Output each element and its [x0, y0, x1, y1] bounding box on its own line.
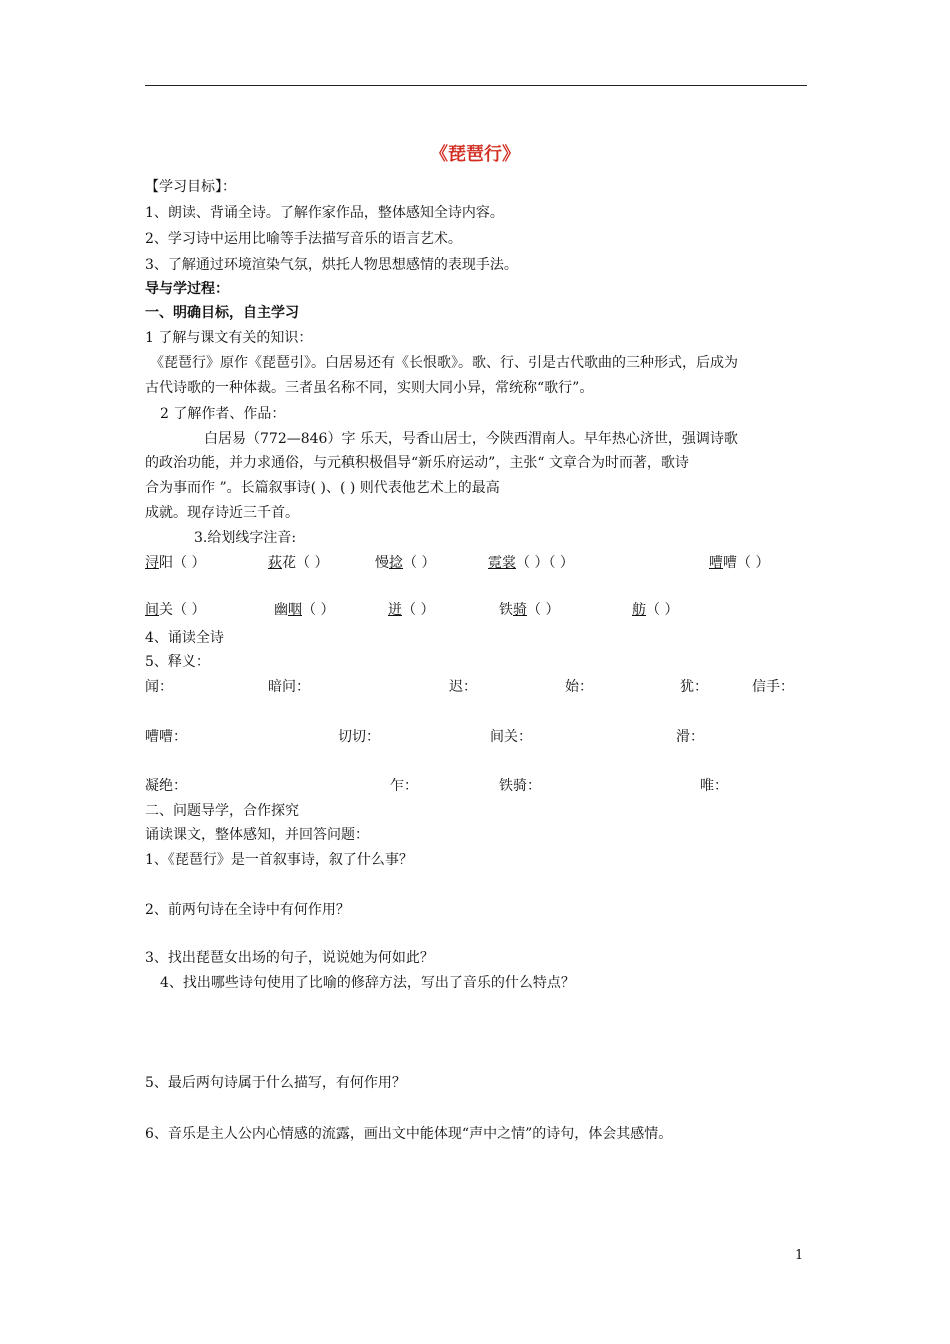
knowledge-2-text-3: 合为事而作 ”。长篇叙事诗( )、( ) 则代表他艺术上的最高 [145, 480, 500, 496]
pinyin-item: 间关（ ） [145, 602, 206, 618]
pinyin-item: 霓裳（ ）（ ） [488, 555, 574, 571]
knowledge-2-text-2: 的政治功能，并力求通俗，与元稹积极倡导“新乐府运动”，主张“ 文章合为时而著，歌诗 [145, 455, 689, 471]
definitions-label: 5、释义： [145, 654, 210, 670]
knowledge-2-text-1: 白居易（772—846）字 乐天，号香山居士，今陕西渭南人。早年热心济世，强调诗歌 [204, 431, 738, 447]
pinyin-item: 浔阳（ ） [145, 555, 206, 571]
recite-task: 4、诵读全诗 [145, 630, 224, 646]
definition-term: 滑： [676, 729, 704, 745]
definition-term: 间关： [490, 729, 532, 745]
goals-heading: 【学习目标】： [145, 179, 236, 195]
definition-term: 切切： [338, 729, 380, 745]
knowledge-2-text-4: 成就。现存诗近三千首。 [145, 505, 299, 521]
pinyin-item: 慢捻（ ） [375, 555, 436, 571]
knowledge-1-text-2: 古代诗歌的一种体裁。三者虽名称不同，实则大同小异，常统称“歌行”。 [145, 380, 594, 396]
question-3: 3、找出琵琶女出场的句子，说说她为何如此？ [145, 950, 434, 966]
definition-term: 始： [565, 679, 593, 695]
definition-term: 唯： [700, 778, 728, 794]
knowledge-2-label: 2 了解作者、作品： [160, 406, 286, 422]
definition-term: 犹： [680, 679, 708, 695]
definition-term: 闻： [145, 679, 173, 695]
pinyin-task-label: 3.给划线字注音: [194, 530, 297, 546]
question-2: 2、前两句诗在全诗中有何作用？ [145, 902, 350, 918]
pinyin-item: 迸（ ） [388, 602, 435, 618]
question-4: 4、找出哪些诗句使用了比喻的修辞方法，写出了音乐的什么特点？ [160, 975, 575, 991]
question-1: 1、《琵琶行》是一首叙事诗，叙了什么事？ [145, 852, 413, 868]
definition-term: 信手： [752, 679, 794, 695]
header-rule [145, 85, 807, 86]
page-title: 《琵琶行》 [430, 144, 520, 165]
pinyin-item: 嘈嘈（ ） [709, 555, 770, 571]
pinyin-item: 铁骑（ ） [499, 602, 560, 618]
definition-term: 迟： [449, 679, 477, 695]
definition-term: 乍： [390, 778, 418, 794]
pinyin-item: 幽咽（ ） [274, 602, 335, 618]
goal-item-1: 1、朗读、背诵全诗。了解作家作品，整体感知全诗内容。 [145, 205, 504, 221]
goal-item-2: 2、学习诗中运用比喻等手法描写音乐的语言艺术。 [145, 231, 462, 247]
section-1-heading: 一、明确目标，自主学习 [145, 305, 299, 321]
goal-item-3: 3、了解通过环境渲染气氛，烘托人物思想感情的表现手法。 [145, 257, 518, 273]
page-number: 1 [795, 1248, 804, 1263]
section-2-heading: 二、问题导学，合作探究 [145, 803, 299, 819]
definition-term: 暗问： [268, 679, 310, 695]
definition-term: 嘈嘈： [145, 729, 187, 745]
knowledge-1-label: 1 了解与课文有关的知识： [145, 330, 313, 346]
definition-term: 凝绝： [145, 778, 187, 794]
knowledge-1-text-1: 《琵琶行》原作《琵琶引》。白居易还有《长恨歌》。歌、行、引是古代歌曲的三种形式，后成为 [150, 355, 738, 371]
section-2-intro: 诵读课文，整体感知，并回答问题： [145, 827, 369, 843]
definition-term: 铁骑： [499, 778, 541, 794]
pinyin-item: 荻花（ ） [268, 555, 329, 571]
question-6: 6、音乐是主人公内心情感的流露，画出文中能体现“声中之情”的诗句，体会其感情。 [145, 1126, 673, 1142]
pinyin-item: 舫（ ） [632, 602, 679, 618]
process-heading: 导与学过程： [145, 281, 229, 297]
question-5: 5、最后两句诗属于什么描写，有何作用？ [145, 1075, 406, 1091]
